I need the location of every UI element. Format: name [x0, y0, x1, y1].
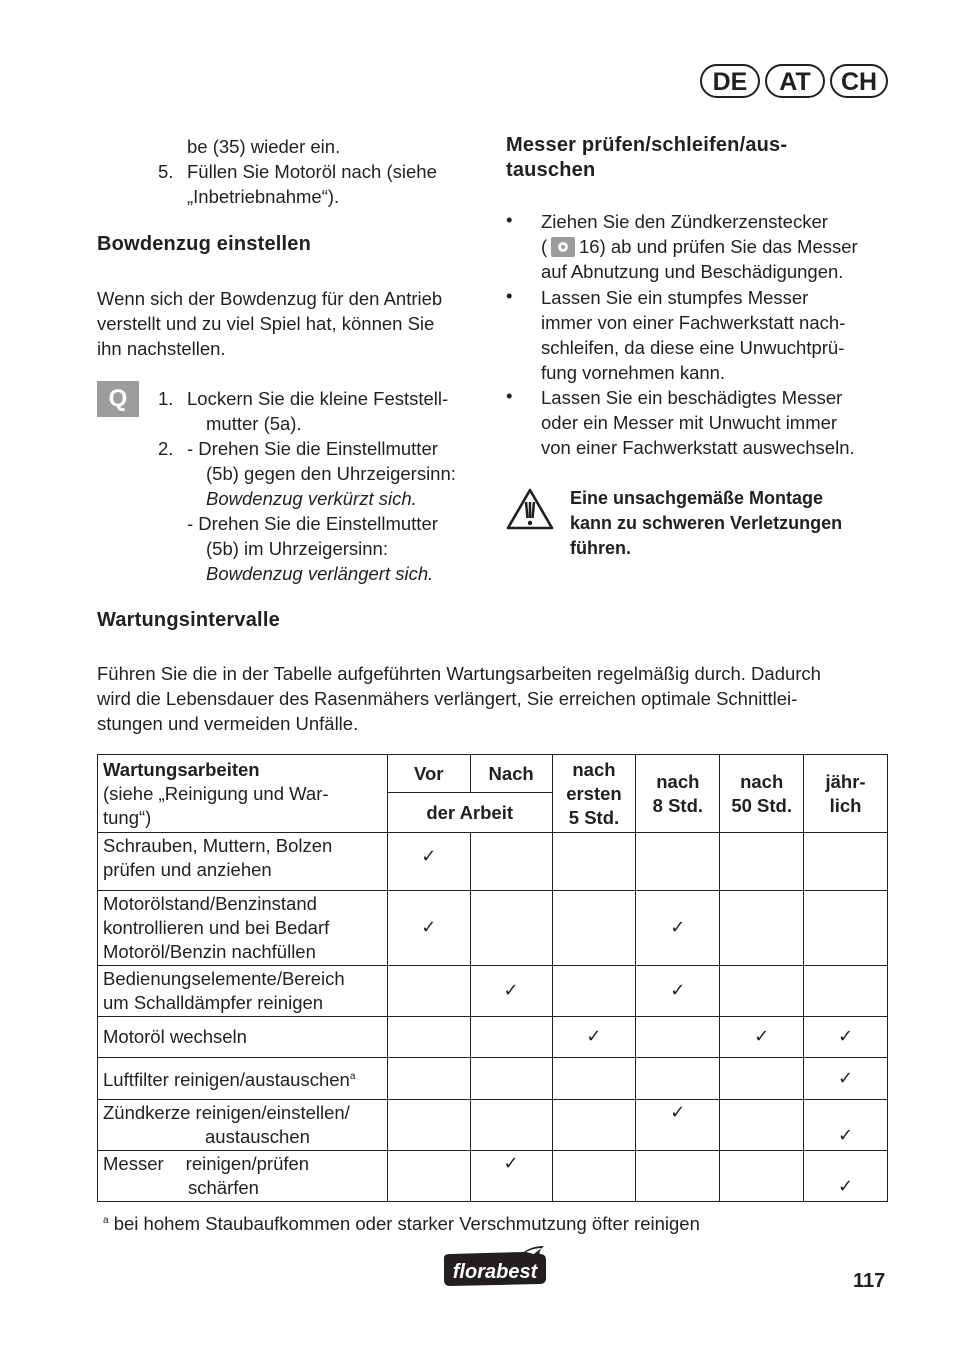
cell-empty [470, 1017, 552, 1058]
step1-number: 1. [158, 388, 174, 409]
cell-empty [720, 1100, 804, 1151]
cell-empty [387, 1058, 470, 1100]
logo-text: florabest [452, 1261, 538, 1283]
cell-empty [804, 891, 888, 966]
row-label-line: prüfen und anziehen [103, 859, 272, 880]
header-line: 8 Std. [652, 794, 704, 816]
header-vor: Vor [387, 755, 470, 793]
cell-empty [636, 1017, 720, 1058]
row-label [98, 1100, 388, 1151]
cell-empty [720, 1151, 804, 1202]
checkmark-icon: ✓ [838, 1176, 854, 1197]
warning-triangle-icon [506, 487, 554, 531]
cell-empty [636, 833, 720, 891]
checkmark-icon: ✓ [838, 1125, 854, 1146]
checkmark-icon: ✓ [503, 1153, 519, 1174]
warning-text [570, 486, 842, 561]
checkmark-icon: ✓ [503, 980, 519, 1001]
cell-empty [552, 891, 636, 966]
step1-line2: mutter (5a). [206, 413, 302, 434]
cell-empty [720, 1058, 804, 1100]
cell-jaehrlich [804, 1058, 888, 1100]
cell-nach [470, 1151, 552, 1202]
bullet2-line: Lassen Sie ein stumpfes Messer [541, 287, 809, 308]
header-jaehrlich [804, 755, 888, 833]
cell-empty [552, 1058, 636, 1100]
bullet2-text [541, 285, 845, 385]
bowden-heading: Bowdenzug einstellen [97, 233, 312, 255]
lang-badge-ch: CH [830, 64, 888, 98]
table-row [98, 1058, 888, 1100]
header-work-title: Wartungsarbeiten [103, 758, 260, 780]
cell-vor [387, 891, 470, 966]
row-label-line: reinigen/prüfen [185, 1153, 310, 1174]
bullet3-line: oder ein Messer mit Unwucht immer [541, 412, 838, 433]
cell-empty [804, 833, 888, 891]
header-work-sub: (siehe „Reinigung und War- [103, 782, 329, 804]
cell-empty [552, 1151, 636, 1202]
cell-empty [720, 833, 804, 891]
cell-nach-8 [636, 1100, 720, 1151]
cell-empty [387, 966, 470, 1017]
bullet-1: • [506, 209, 513, 230]
row-label-line: Messer [103, 1153, 164, 1174]
bowden-para-line: Wenn sich der Bowdenzug für den Antrieb [97, 288, 443, 309]
row-label-line-group [103, 1152, 382, 1176]
step1-line1: Lockern Sie die kleine Feststell- [187, 388, 449, 409]
cell-nach-8 [636, 966, 720, 1017]
cell-nach-8 [636, 891, 720, 966]
warning-line: Eine unsachgemäße Montage [570, 488, 824, 508]
checkmark-icon: ✓ [586, 1026, 602, 1047]
bullet3-line: Lassen Sie ein beschädigtes Messer [541, 387, 843, 408]
page-number: 117 [853, 1270, 886, 1292]
cell-empty [552, 966, 636, 1017]
checkmark-icon: ✓ [670, 1102, 686, 1123]
table-row [98, 1151, 888, 1202]
row-label [98, 1017, 388, 1058]
step5-line2: „Inbetriebnahme“). [187, 186, 340, 207]
cell-empty [387, 1151, 470, 1202]
header-line: ersten [566, 782, 622, 804]
row-label-line: Luftfilter reinigen/austauschen [103, 1069, 350, 1091]
cell-jaehrlich [804, 1100, 888, 1151]
row-label-line: schärfen [188, 1177, 259, 1198]
cell-nach [470, 966, 552, 1017]
cell-vor [387, 833, 470, 891]
footnote-text: bei hohem Staubaufkommen oder starker Verschmutzung öfter reinigen [113, 1213, 700, 1235]
cell-empty [552, 1100, 636, 1151]
header-line: lich [829, 794, 862, 816]
bullet-2: • [506, 285, 513, 306]
step5-line1: Füllen Sie Motoröl nach (siehe [187, 161, 437, 182]
cell-empty [470, 891, 552, 966]
row-label [98, 1058, 388, 1100]
cell-empty [387, 1100, 470, 1151]
step2b-line2: (5b) im Uhrzeigersinn: [206, 538, 388, 559]
maintenance-para-line: Führen Sie die in der Tabelle aufgeführten Wartungsarbeiten regelmäßig durch. Dadurch [97, 663, 821, 684]
warning-line: führen. [570, 538, 631, 558]
maintenance-heading: Wartungsintervalle [97, 609, 280, 631]
header-line: 50 Std. [731, 794, 792, 816]
row-label [98, 833, 388, 891]
blade-heading-line1: Messer prüfen/schleifen/aus- [506, 134, 788, 156]
checkmark-icon: ✓ [754, 1026, 770, 1047]
row-label-line: kontrollieren und bei Bedarf [103, 917, 330, 938]
lang-badge-at: AT [765, 64, 825, 98]
cell-empty [552, 833, 636, 891]
bullet1-line3: auf Abnutzung und Beschädigungen. [541, 261, 844, 282]
step2a-result: Bowdenzug verkürzt sich. [206, 488, 417, 509]
bullet-3: • [506, 385, 513, 406]
warning-line: kann zu schweren Verletzungen [570, 513, 843, 533]
cell-empty [470, 1058, 552, 1100]
row-label-line: Zündkerze reinigen/einstellen/ [103, 1102, 350, 1123]
bullet2-line: immer von einer Fachwerkstatt nach- [541, 312, 846, 333]
footnote-marker: a [349, 1070, 356, 1082]
checkmark-icon: ✓ [670, 917, 686, 938]
row-label [98, 1151, 388, 1202]
maintenance-para-line: stungen und vermeiden Unfälle. [97, 713, 359, 734]
blade-heading-line2: tauschen [506, 159, 596, 181]
row-label-line: Motoröl wechseln [103, 1026, 247, 1047]
florabest-logo-shape [440, 1244, 550, 1288]
cell-empty [470, 1100, 552, 1151]
header-work-sub2: tung“) [103, 806, 152, 828]
cell-empty [470, 833, 552, 891]
bullet1-line2: 16) ab und prüfen Sie das Messer [579, 236, 858, 257]
table-row [98, 966, 888, 1017]
header-der-arbeit: der Arbeit [387, 793, 552, 833]
row-label-line: um Schalldämpfer reinigen [103, 992, 324, 1013]
row-label-line: Bedienungselemente/Bereich [103, 968, 345, 989]
maintenance-paragraph [97, 661, 821, 736]
cell-nach-50 [720, 1017, 804, 1058]
header-line: jähr- [825, 770, 866, 792]
lang-badge-de: DE [700, 64, 760, 98]
header-nach: Nach [470, 755, 552, 793]
quick-reference-icon: Q [97, 381, 139, 417]
maintenance-table [97, 754, 888, 1202]
florabest-logo [440, 1244, 550, 1288]
cell-empty [804, 966, 888, 1017]
table-row [98, 1017, 888, 1058]
cell-jaehrlich [804, 1017, 888, 1058]
bullet2-line: schleifen, da diese eine Unwuchtprü- [541, 337, 845, 358]
footnote [103, 1209, 700, 1236]
intro-line: be (35) wieder ein. [187, 136, 341, 157]
cell-nach-ersten [552, 1017, 636, 1058]
step2a-line2: (5b) gegen den Uhrzeigersinn: [206, 463, 456, 484]
bullet2-line: fung vornehmen kann. [541, 362, 726, 383]
step2-number: 2. [158, 438, 174, 459]
bowden-para-line: verstellt und zu viel Spiel hat, können Sie [97, 313, 435, 334]
row-label [98, 966, 388, 1017]
header-work-cell [98, 755, 388, 833]
checkmark-icon: ✓ [838, 1067, 854, 1089]
checkmark-icon: ✓ [670, 980, 686, 1001]
table-header-row [98, 755, 888, 793]
table-row [98, 891, 888, 966]
row-label-line: Motoröl/Benzin nachfüllen [103, 941, 316, 962]
checkmark-icon: ✓ [838, 1026, 854, 1047]
cell-jaehrlich [804, 1151, 888, 1202]
cell-empty [636, 1151, 720, 1202]
bullet3-line: von einer Fachwerkstatt auswechseln. [541, 437, 855, 458]
row-label [98, 891, 388, 966]
table-row [98, 1100, 888, 1151]
bullet1-line1: Ziehen Sie den Zündkerzenstecker [541, 211, 828, 232]
cell-empty [720, 891, 804, 966]
checkmark-icon: ✓ [421, 917, 437, 938]
bowden-paragraph [97, 286, 442, 361]
figure-reference-icon [551, 237, 575, 257]
header-nach-ersten [552, 755, 636, 833]
row-label-line: Motorölstand/Benzinstand [103, 893, 317, 914]
bullet1-paren: ( [541, 236, 548, 257]
cell-empty [387, 1017, 470, 1058]
cell-empty [636, 1058, 720, 1100]
header-line: nach [656, 770, 700, 792]
step2b-line1: - Drehen Sie die Einstellmutter [187, 513, 438, 534]
table-row [98, 833, 888, 891]
step2b-result: Bowdenzug verlängert sich. [206, 563, 434, 584]
step2a-line1: - Drehen Sie die Einstellmutter [187, 438, 438, 459]
checkmark-icon: ✓ [421, 846, 437, 867]
header-nach-50 [720, 755, 804, 833]
maintenance-para-line: wird die Lebensdauer des Rasenmähers verlängert, Sie erreichen optimale Schnittlei- [97, 688, 798, 709]
header-line: nach [572, 758, 616, 780]
row-label-line: austauschen [205, 1126, 310, 1147]
bullet3-text [541, 385, 855, 460]
header-nach-8 [636, 755, 720, 833]
row-label-line: Schrauben, Muttern, Bolzen [103, 835, 333, 856]
step5-number: 5. [158, 161, 174, 182]
footnote-mark: a [103, 1215, 109, 1226]
bowden-para-line: ihn nachstellen. [97, 338, 226, 359]
header-line: 5 Std. [568, 806, 620, 828]
header-line: nach [740, 770, 784, 792]
cell-empty [720, 966, 804, 1017]
